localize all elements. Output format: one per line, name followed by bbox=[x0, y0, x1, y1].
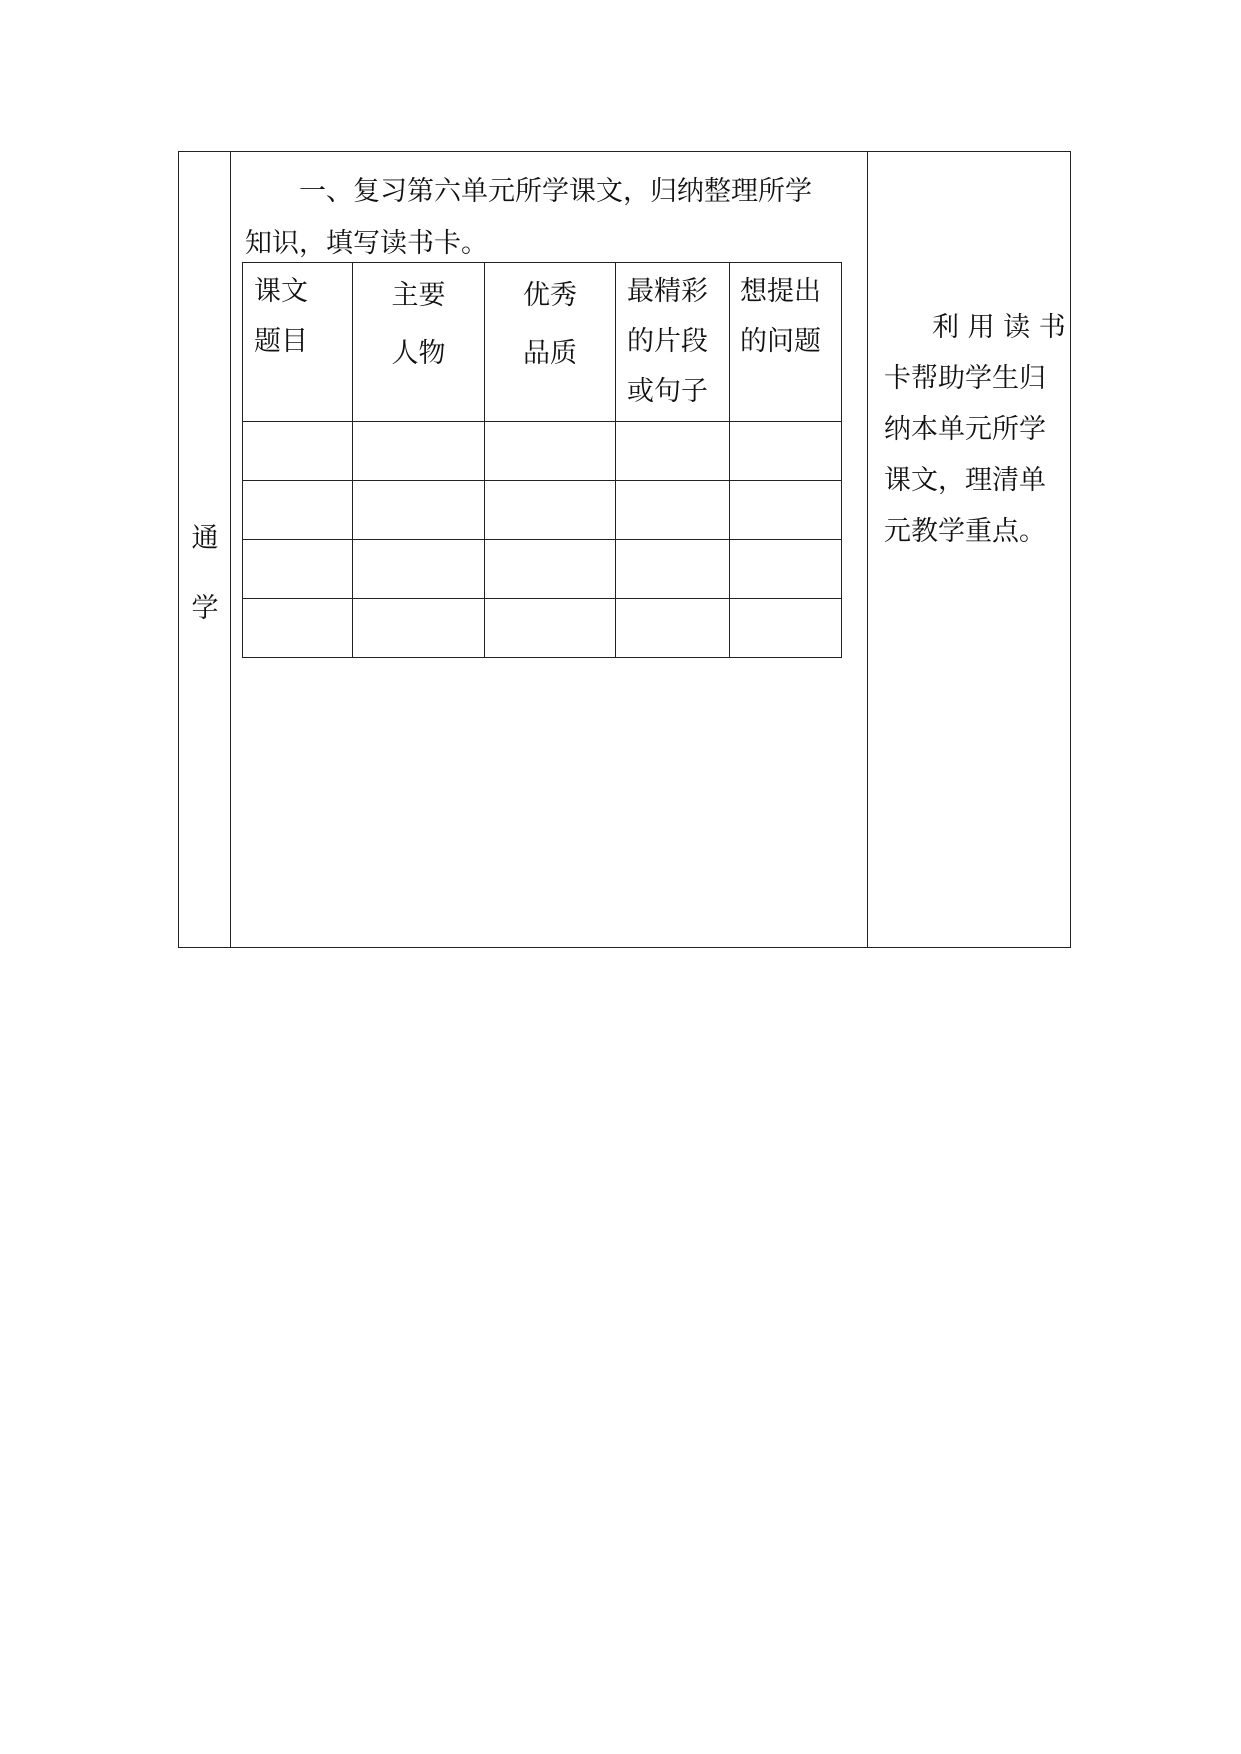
reading-card-table bbox=[242, 262, 842, 658]
card-cell[interactable] bbox=[616, 481, 730, 540]
reading-card-row bbox=[243, 422, 842, 481]
card-cell[interactable] bbox=[353, 540, 485, 599]
card-cell[interactable] bbox=[243, 540, 353, 599]
instruction-line: 一、复习第六单元所学课文，归纳整理所学 bbox=[299, 176, 812, 207]
header-text: 主要 bbox=[391, 280, 446, 311]
header-text: 最精彩 bbox=[627, 276, 708, 307]
header-text: 优秀 bbox=[523, 280, 577, 311]
card-cell[interactable] bbox=[243, 599, 353, 658]
card-cell[interactable] bbox=[616, 540, 730, 599]
note-line: 课文，理清单 bbox=[884, 465, 1046, 496]
header-cell-characters bbox=[353, 263, 485, 422]
instruction-text bbox=[245, 166, 812, 270]
card-cell[interactable] bbox=[243, 422, 353, 481]
header-text: 或句子 bbox=[627, 376, 708, 407]
note-line: 利 用 读 书 bbox=[932, 312, 1066, 343]
note-line: 元教学重点。 bbox=[884, 516, 1046, 547]
design-intent-note bbox=[884, 302, 1064, 557]
card-cell[interactable] bbox=[485, 540, 616, 599]
header-text: 的片段 bbox=[627, 326, 708, 357]
header-cell-best-passage bbox=[616, 263, 730, 422]
reading-card-row bbox=[243, 540, 842, 599]
row-label-char: 通 bbox=[191, 523, 219, 554]
header-cell-qualities bbox=[485, 263, 616, 422]
header-text: 的问题 bbox=[740, 326, 821, 357]
header-text: 人物 bbox=[391, 338, 446, 369]
note-line: 纳本单元所学 bbox=[884, 414, 1046, 445]
reading-card-row bbox=[243, 599, 842, 658]
note-line: 卡帮助学生归 bbox=[884, 363, 1046, 394]
header-cell-title bbox=[243, 263, 353, 422]
card-cell[interactable] bbox=[485, 481, 616, 540]
row-label-char: 学 bbox=[191, 593, 219, 624]
column-divider bbox=[867, 152, 868, 947]
row-label bbox=[179, 152, 231, 947]
card-cell[interactable] bbox=[353, 481, 485, 540]
card-cell[interactable] bbox=[485, 422, 616, 481]
instruction-line: 知识，填写读书卡。 bbox=[245, 228, 488, 259]
card-cell[interactable] bbox=[730, 540, 842, 599]
header-text: 课文 bbox=[254, 276, 308, 307]
card-cell[interactable] bbox=[616, 422, 730, 481]
card-cell[interactable] bbox=[730, 481, 842, 540]
card-cell[interactable] bbox=[616, 599, 730, 658]
reading-card-row bbox=[243, 481, 842, 540]
reading-card-header-row bbox=[243, 263, 842, 422]
card-cell[interactable] bbox=[243, 481, 353, 540]
card-cell[interactable] bbox=[485, 599, 616, 658]
header-text: 题目 bbox=[254, 326, 308, 357]
lesson-plan-table bbox=[178, 151, 1071, 948]
card-cell[interactable] bbox=[353, 599, 485, 658]
card-cell[interactable] bbox=[730, 599, 842, 658]
header-cell-questions bbox=[730, 263, 842, 422]
header-text: 品质 bbox=[523, 338, 577, 369]
card-cell[interactable] bbox=[730, 422, 842, 481]
header-text: 想提出 bbox=[740, 276, 821, 307]
card-cell[interactable] bbox=[353, 422, 485, 481]
